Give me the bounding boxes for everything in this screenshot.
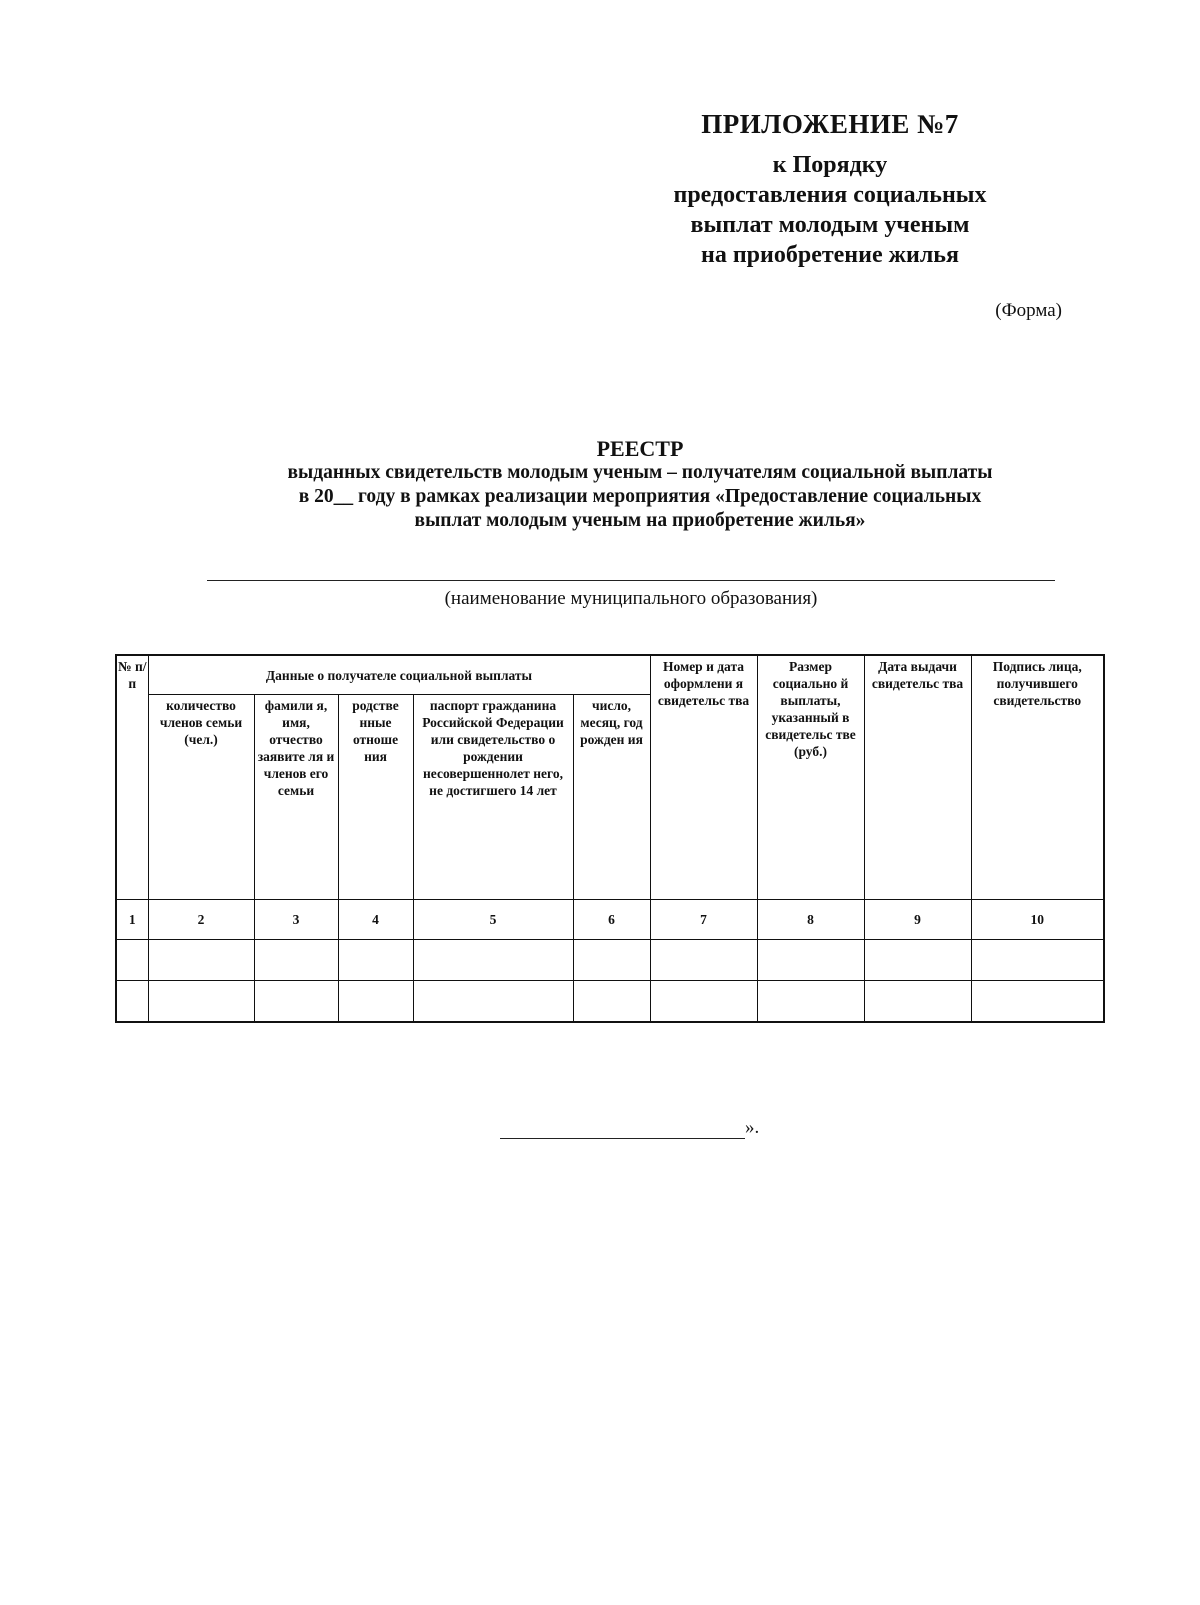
col-header-full-name: фамили я, имя, отчество заявите ля и членов его семьи — [254, 695, 338, 900]
table-cell — [116, 981, 148, 1023]
table-cell — [757, 940, 864, 981]
col-header-birth-date: число, месяц, год рожден ия — [573, 695, 650, 900]
table-cell — [971, 940, 1104, 981]
table-cell — [254, 981, 338, 1023]
col-header-recipient-group: Данные о получателе социальной выплаты — [148, 655, 650, 695]
appendix-header — [620, 106, 1040, 270]
column-number-row — [116, 900, 1104, 940]
col-header-passport: паспорт гражданина Российской Федерации или свидетельство о рождении несовершеннолет него, не достигшего 14 лет — [413, 695, 573, 900]
closing-signature-line — [500, 1117, 759, 1139]
column-number-cell: 9 — [864, 900, 971, 940]
table-cell — [338, 940, 413, 981]
table-cell — [116, 940, 148, 981]
table-cell — [413, 940, 573, 981]
form-label: (Форма) — [995, 300, 1062, 321]
col-header-payment-size: Размер социально й выплаты, указанный в свидетельс тве (руб.) — [757, 655, 864, 900]
table-cell — [148, 981, 254, 1023]
table-cell — [650, 981, 757, 1023]
appendix-title: ПРИЛОЖЕНИЕ №7 — [701, 109, 959, 139]
closing-fill-line — [500, 1120, 745, 1139]
column-number-cell: 5 — [413, 900, 573, 940]
col-header-relation: родстве нные отноше ния — [338, 695, 413, 900]
col-header-issue-date: Дата выдачи свидетельс тва — [864, 655, 971, 900]
appendix-line: к Порядку — [772, 152, 888, 178]
appendix-line: выплат молодым ученым — [690, 212, 970, 238]
column-number-cell: 2 — [148, 900, 254, 940]
registry-subtitle-line: выданных свидетельств молодым ученым – получателям социальной выплаты — [287, 462, 993, 483]
table-cell — [573, 940, 650, 981]
column-number-cell: 1 — [116, 900, 148, 940]
column-number-cell: 8 — [757, 900, 864, 940]
column-number-cell: 7 — [650, 900, 757, 940]
column-number-cell: 6 — [573, 900, 650, 940]
municipality-caption: (наименование муниципального образования) — [444, 588, 818, 609]
registry-subtitle-line: в 20__ году в рамках реализации мероприятия «Предоставление социальных — [298, 486, 982, 507]
column-number-cell: 4 — [338, 900, 413, 940]
registry-subtitle-line: выплат молодым ученым на приобретение жилья» — [414, 510, 866, 531]
col-header-family-count: количество членов семьи (чел.) — [148, 695, 254, 900]
municipality-fill-line — [207, 580, 1055, 581]
table-cell — [573, 981, 650, 1023]
appendix-line: предоставления социальных — [673, 182, 987, 208]
table-cell — [864, 981, 971, 1023]
table-cell — [650, 940, 757, 981]
table-cell — [971, 981, 1104, 1023]
table-cell — [757, 981, 864, 1023]
table-row — [116, 940, 1104, 981]
registry-title: РЕЕСТР — [596, 436, 684, 461]
col-header-number: № п/ п — [116, 655, 148, 900]
column-number-cell: 10 — [971, 900, 1104, 940]
registry-table — [115, 654, 1105, 1023]
table-cell — [413, 981, 573, 1023]
appendix-line: на приобретение жилья — [701, 242, 959, 268]
column-number-cell: 3 — [254, 900, 338, 940]
table-cell — [254, 940, 338, 981]
col-header-cert-number-date: Номер и дата оформлени я свидетельс тва — [650, 655, 757, 900]
col-header-signature: Подпись лица, получившего свидетельство — [971, 655, 1104, 900]
table-cell — [148, 940, 254, 981]
registry-heading — [190, 436, 1090, 533]
table-cell — [338, 981, 413, 1023]
table-row — [116, 981, 1104, 1023]
closing-quote-mark: ». — [745, 1117, 760, 1138]
table-cell — [864, 940, 971, 981]
